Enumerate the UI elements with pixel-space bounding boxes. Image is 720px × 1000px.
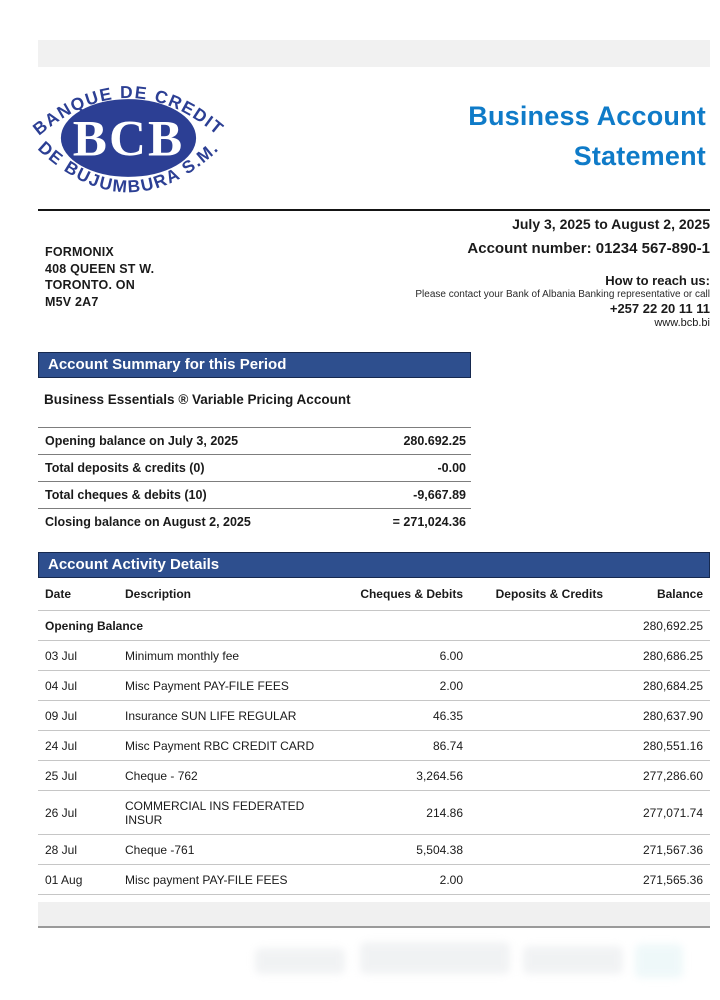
summary-label: Total deposits & credits (0)	[45, 461, 205, 475]
customer-address-block	[45, 244, 154, 310]
credit-cell	[468, 865, 608, 895]
col-header-description: Description	[125, 587, 192, 601]
summary-row-opening	[38, 427, 471, 454]
balance-cell: 277,286.60	[642, 768, 703, 783]
description-cell: COMMERCIAL INS FEDERATED INSUR	[125, 798, 305, 827]
balance-cell: 271,567.36	[642, 842, 703, 857]
summary-row-debits	[38, 481, 471, 508]
description-cell: Misc Payment RBC CREDIT CARD	[125, 738, 315, 753]
summary-label: Opening balance on July 3, 2025	[45, 434, 239, 448]
document-title-line1: Business Account	[468, 101, 706, 131]
transaction-row	[38, 835, 710, 865]
opening-balance-value: 280,692.25	[642, 618, 703, 633]
debit-cell: 5,504.38	[416, 842, 463, 857]
date-cell: 28 Jul	[45, 842, 78, 857]
summary-row-closing	[38, 508, 471, 535]
activity-header-row	[38, 579, 710, 611]
description-cell: Insurance SUN LIFE REGULAR	[125, 708, 297, 723]
description-cell: Misc payment PAY-FILE FEES	[125, 872, 288, 887]
contact-phone: +257 22 20 11 11	[609, 301, 710, 316]
debit-cell: 86.74	[432, 738, 463, 753]
customer-name: FORMONIX	[45, 245, 114, 259]
customer-address-line1: 408 QUEEN ST W.	[45, 261, 155, 276]
credit-cell	[468, 671, 608, 701]
date-cell: 01 Aug	[45, 872, 83, 887]
date-cell: 26 Jul	[45, 805, 78, 820]
col-header-balance: Balance	[656, 587, 703, 601]
activity-section-header: Account Activity Details	[38, 552, 710, 578]
balance-cell: 271,565.36	[642, 872, 703, 887]
bank-logo	[24, 74, 234, 202]
faint-watermark	[255, 936, 705, 988]
debit-cell: 2.00	[439, 872, 463, 887]
credit-cell	[468, 641, 608, 671]
col-header-date: Date	[45, 587, 72, 601]
logo-arc-bottom-text: DE BUJUMBURA S.M.	[34, 137, 223, 197]
transaction-row	[38, 761, 710, 791]
logo-monogram: BCB	[72, 110, 185, 168]
date-cell: 09 Jul	[45, 708, 78, 723]
summary-label: Closing balance on August 2, 2025	[45, 515, 251, 529]
document-title	[300, 96, 706, 176]
balance-cell: 280,551.16	[642, 738, 703, 753]
description-cell: Cheque -761	[125, 842, 195, 857]
opening-balance-row	[38, 611, 710, 641]
credit-cell	[468, 791, 608, 835]
date-cell: 25 Jul	[45, 768, 78, 783]
activity-table	[38, 579, 710, 924]
customer-address-line2: TORONTO. ON	[45, 278, 135, 292]
summary-value: 280.692.25	[403, 434, 466, 448]
transaction-row	[38, 671, 710, 701]
credit-cell	[468, 701, 608, 731]
customer-address-line3: M5V 2A7	[45, 294, 99, 309]
reach-us-note: Please contact your Bank of Albania Banking representative or call	[415, 289, 710, 300]
product-name: Business Essentials ® Variable Pricing Account	[44, 392, 351, 407]
footer-gray-strip	[38, 902, 710, 928]
bank-website: www.bcb.bi	[654, 317, 710, 329]
date-cell: 04 Jul	[45, 678, 78, 693]
balance-cell: 280,686.25	[642, 648, 703, 663]
summary-section-header: Account Summary for this Period	[38, 352, 471, 378]
date-cell: 24 Jul	[45, 738, 78, 753]
credit-cell	[468, 731, 608, 761]
transaction-row	[38, 641, 710, 671]
description-cell: Minimum monthly fee	[125, 648, 240, 663]
statement-period: July 3, 2025 to August 2, 2025	[512, 216, 710, 232]
summary-row-deposits	[38, 454, 471, 481]
top-gray-bar	[38, 40, 710, 67]
credit-cell	[468, 761, 608, 791]
balance-cell: 277,071.74	[642, 805, 703, 820]
balance-cell: 280,637.90	[642, 708, 703, 723]
bcb-logo-icon	[24, 74, 234, 202]
date-cell: 03 Jul	[45, 648, 78, 663]
document-title-line2: Statement	[573, 141, 706, 171]
debit-cell: 46.35	[432, 708, 463, 723]
header-divider	[38, 209, 710, 211]
col-header-credits: Deposits & Credits	[495, 587, 603, 601]
description-cell: Cheque - 762	[125, 768, 198, 783]
reach-us-heading: How to reach us:	[605, 273, 710, 288]
debit-cell: 6.00	[439, 648, 463, 663]
summary-value: -9,667.89	[413, 488, 466, 502]
debit-cell: 3,264.56	[416, 768, 463, 783]
transaction-row	[38, 791, 710, 835]
col-header-debits: Cheques & Debits	[360, 587, 463, 601]
description-cell: Misc Payment PAY-FILE FEES	[125, 678, 289, 693]
summary-value: -0.00	[437, 461, 466, 475]
statement-meta	[290, 216, 710, 329]
debit-cell: 2.00	[439, 678, 463, 693]
summary-label: Total cheques & debits (10)	[45, 488, 207, 502]
transaction-row	[38, 731, 710, 761]
transaction-row	[38, 701, 710, 731]
credit-cell	[468, 835, 608, 865]
summary-value: = 271,024.36	[392, 515, 466, 529]
transaction-row	[38, 865, 710, 895]
debit-cell: 214.86	[426, 805, 463, 820]
balance-cell: 280,684.25	[642, 678, 703, 693]
account-number: Account number: 01234 567-890-1	[467, 240, 710, 257]
summary-table	[38, 427, 471, 535]
opening-balance-label: Opening Balance	[45, 618, 144, 633]
logo-arc-top-text: BANQUE DE CREDIT	[28, 81, 229, 140]
